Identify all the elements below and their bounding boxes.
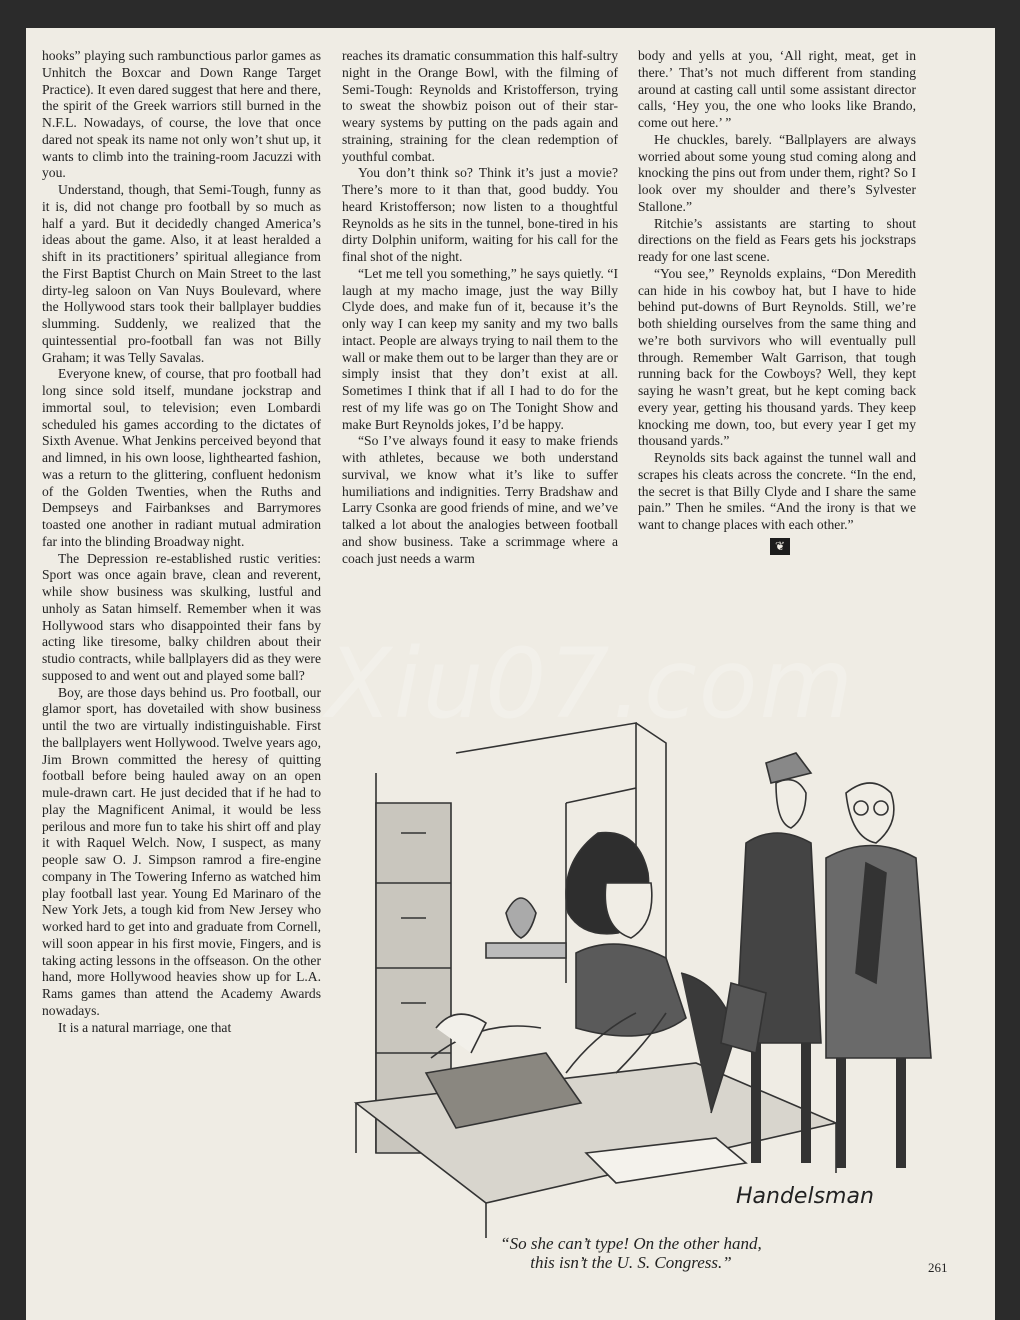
caption-line: “So she can’t type! On the other hand, — [500, 1234, 762, 1253]
page-number: 261 — [928, 1260, 948, 1275]
article-column-1 — [42, 48, 321, 1036]
cartoon-illustration — [336, 683, 936, 1243]
paragraph: Boy, are those days behind us. Pro football, our glamor sport, has dovetailed with show business until the two are virtually indistinguishable. First the ballplayers went Hollywood. Twelve years ago, Jim Brown committed the heresy of quitting football before being hauled away on an open mule-drawn cart. He just decided that if he had to play the Magnificent Animal, it would be less perilous and more fun to take his shirt off and play it with Raquel Welch. Now, I suspect, as many people saw O. J. Simpson ramrod a fire-engine company in The Towering Inferno as watched him play football last year. Young Ed Marinaro of the New York Jets, a tough kid from New Jersey who worked hard to get into and graduate from Cornell, will soon appear in his first movie, Fingers, and is taking acting lessons in the offseason. On the other hand, more Hollywood heavies show up for L.A. Rams games than attend the Academy Awards nowadays. — [42, 684, 321, 1018]
paragraph: “So I’ve always found it easy to make friends with athletes, because we both understand survival, we know what it’s like to suffer humiliations and indignities. Terry Bradshaw and Larry Csonka are good friends of mine, and we’ve talked a lot about the analogies between football and show business. Take a scrimmage where a coach just needs a warm — [342, 433, 618, 566]
paragraph: hooks” playing such rambunctious parlor games as Unhitch the Boxcar and Down Range Target Practice). It even dared suggest that here and there, the spirit of the Greek warriors still burned in the N.F.L. Nowadays, of course, the love that once dared not speak its name not only won’t shut up, it wants to climb into the training-room Jacuzzi with you. — [42, 48, 321, 181]
paragraph: reaches its dramatic consummation this half-sultry night in the Orange Bowl, with the filming of Semi-Tough: Reynolds and Kristofferson, trying to sweat the showbiz poison out of their star-weary systems by putting on the pads again and straining, straining for the clean redemption of youthful combat. — [342, 48, 618, 164]
paragraph: It is a natural marriage, one that — [58, 1019, 232, 1035]
magazine-page — [26, 28, 995, 1320]
article-column-3 — [638, 48, 916, 555]
paragraph: Understand, though, that Semi-Tough, funny as it is, did not change pro football by so much as half a yard. But it decidedly changed America’s ideas about the game. Also, it at least heralded a shift in its practitioners’ spiritual allegiance from the First Baptist Church on Main Street to the last dirty-leg saloon on Van Nuys Boulevard, where the Hollywood stars took their ballplayer buddies slumming. Suddenly, we realized that the quintessential pro-football fan was not Billy Graham; it was Telly Savalas. — [42, 182, 321, 365]
end-of-article-icon: ❦ — [770, 538, 790, 555]
cartoonist-signature: Handelsman — [736, 1184, 874, 1209]
paragraph: “You see,” Reynolds explains, “Don Meredith can hide in his cowboy hat, but I have to hide behind put-downs of Burt Reynolds. Still, we’re both shielding ourselves from the same thing and we’re both survivors who will eventually pull through. Remember Walt Garrison, that tough running back for the Cowboys? Well, they kept saying he wasn’t great, but he kept coming back every year, getting his thousand yards. They keep knocking me down, too, but every year I get my thousand yards.” — [638, 265, 916, 449]
paragraph: Reynolds sits back against the tunnel wall and scrapes his cleats across the concrete. “In the end, the secret is that Billy Clyde and I share the same pain.” Then he smiles. “And the irony is that we want to change places with each other.” — [638, 450, 916, 532]
paragraph: body and yells at you, ‘All right, meat, get in there.’ That’s not much different from standing around at casting call until some assistant director calls, ‘Hey you, the one who looks like Brando, come out here.’ ” — [638, 48, 916, 130]
article-column-2 — [342, 48, 618, 567]
site-watermark: Xiu07.com — [326, 628, 855, 740]
cartoon-caption — [416, 1234, 846, 1272]
paragraph: Everyone knew, of course, that pro football had long since sold itself, mundane jockstrap and immortal soul, to television; even Lombardi scheduled his games according to the dictates of Sixth Avenue. What Jenkins perceived beyond that and limned, in his own loose, lighthearted fashion, was a return to the glittering, confluent hedonism of the Golden Twenties, when the Ruths and Dempseys and Fairbankses and Barrymores toasted one another in radiant mutual admiration far into the blinding Broadway night. — [42, 366, 321, 549]
caption-line: this isn’t the U. S. Congress.” — [530, 1253, 732, 1272]
paragraph: Ritchie’s assistants are starting to shout directions on the field as Fears gets his jockstraps ready for one last scene. — [638, 215, 916, 264]
paragraph: “Let me tell you something,” he says quietly. “I laugh at my macho image, just the way Billy Clyde does, and make fun of it, because it’s the only way I can keep my sanity and my two balls intact. People are always trying to nail them to the wall or make them out to be larger than they are or simply insist that they don’t exist at all. Sometimes I think that if all I had to do for the rest of my life was go on The Tonight Show and make Burt Reynolds jokes, I’d be happy. — [342, 265, 618, 432]
paragraph: He chuckles, barely. “Ballplayers are always worried about some young stud coming along and knocking the pins out from under them, right? So I look over my shoulder and there’s Sylvester Stallone.” — [638, 131, 916, 214]
paragraph: You don’t think so? Think it’s just a movie? There’s more to it than that, good buddy. You heard Kristofferson; now listen to a thoughtful Reynolds as he sits in the tunnel, bone-tired in his dirty Dolphin uniform, waiting for his call for the final shot of the night. — [342, 165, 618, 264]
paragraph: The Depression re-established rustic verities: Sport was once again brave, clean and reverent, while show business was skulking, lustful and unholy as Satan himself. Remember when it was Hollywood stars who disappointed their fans by acting like tiresome, balky children about their studio contracts, while ballplayers did as they were supposed to and went out and played some ball? — [42, 550, 321, 683]
